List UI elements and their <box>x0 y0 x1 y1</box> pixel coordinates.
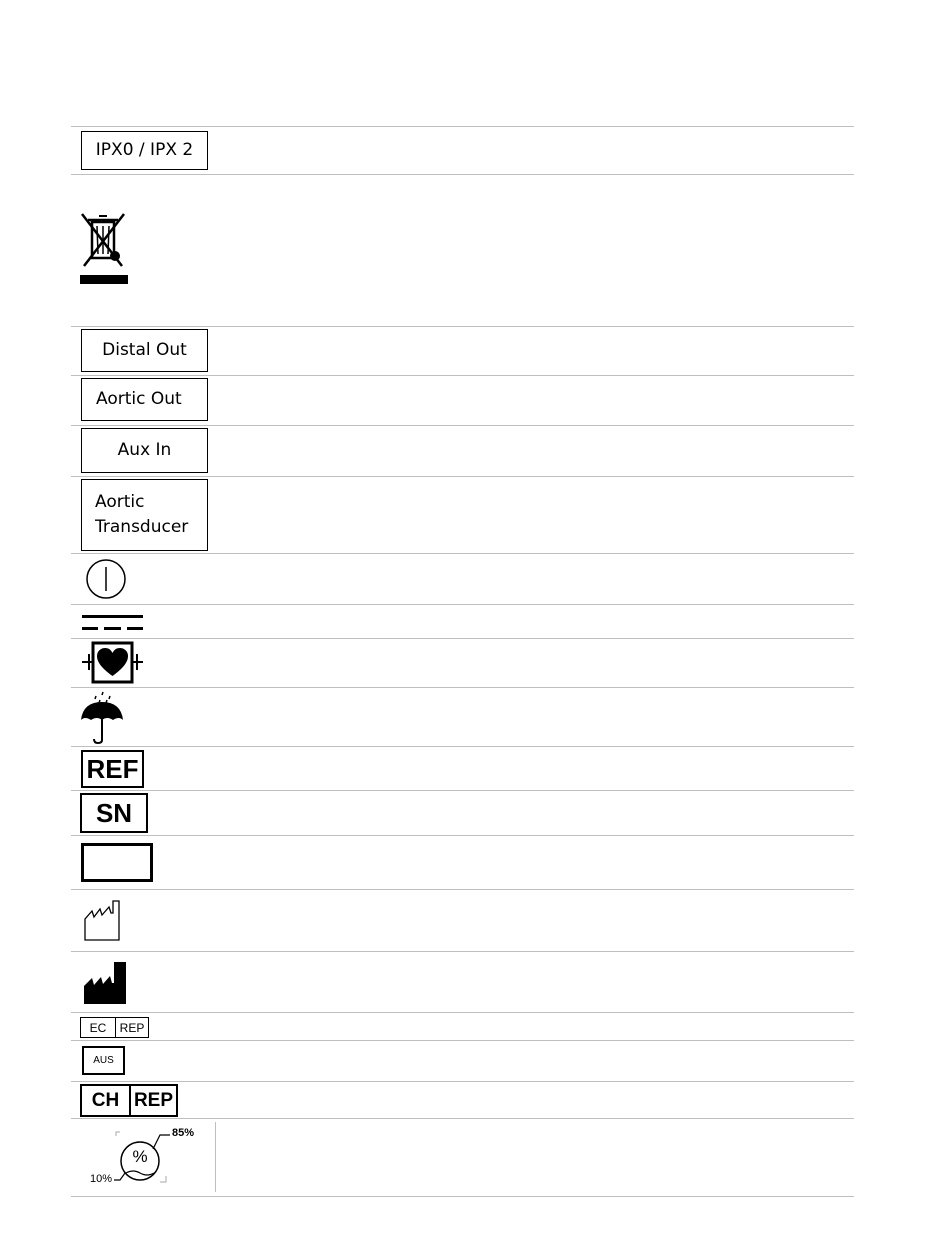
ch-rep-left: CH <box>82 1086 131 1115</box>
table-rule <box>71 1118 854 1119</box>
aortic-transducer-line1: Aortic <box>95 491 145 512</box>
aortic-transducer-line2: Transducer <box>95 517 189 537</box>
ch-rep-label <box>80 1084 178 1117</box>
humidity-upper-limit: 85% <box>172 1127 195 1139</box>
direct-current-icon <box>82 612 144 634</box>
table-rule <box>71 126 854 127</box>
ec-rep-label <box>80 1017 149 1038</box>
ref-catalogue-number-label: REF <box>81 750 144 788</box>
humidity-percent-symbol: % <box>132 1147 148 1166</box>
table-rule <box>71 687 854 688</box>
table-rule <box>71 1081 854 1082</box>
ec-rep-right: REP <box>119 1020 145 1035</box>
table-rule <box>71 604 854 605</box>
table-rule <box>71 174 854 175</box>
aus-label: AUS <box>82 1046 125 1075</box>
table-rule <box>71 553 854 554</box>
table-rule <box>71 790 854 791</box>
manufacturer-icon <box>82 958 130 1006</box>
humidity-limitation-icon <box>88 1124 208 1190</box>
crossed-out-wheelie-bin-icon <box>78 210 130 286</box>
defibrillation-proof-cf-icon <box>80 640 146 685</box>
table-rule <box>71 1196 854 1197</box>
ipx-rating-label: IPX0 / IPX 2 <box>81 131 208 170</box>
aux-in-label: Aux In <box>81 428 208 473</box>
serial-number-label: SN <box>80 793 148 833</box>
keep-dry-umbrella-icon <box>79 688 127 744</box>
table-rule <box>71 1012 854 1013</box>
table-rule <box>71 835 854 836</box>
table-rule <box>71 1040 854 1041</box>
table-column-rule <box>215 1122 216 1192</box>
table-rule <box>71 951 854 952</box>
date-of-manufacture-icon <box>82 897 124 943</box>
table-rule <box>71 746 854 747</box>
table-rule <box>71 375 854 376</box>
table-rule <box>71 476 854 477</box>
empty-box-icon <box>81 843 153 882</box>
ec-rep-left: EC <box>81 1018 116 1037</box>
table-rule <box>71 638 854 639</box>
distal-out-label: Distal Out <box>81 329 208 372</box>
table-rule <box>71 326 854 327</box>
aortic-transducer-label <box>81 479 208 551</box>
humidity-lower-limit: 10% <box>90 1173 113 1185</box>
aortic-out-label: Aortic Out <box>81 378 208 421</box>
table-rule <box>71 889 854 890</box>
ch-rep-right: REP <box>133 1089 174 1111</box>
table-rule <box>71 425 854 426</box>
power-on-off-icon <box>84 557 130 601</box>
